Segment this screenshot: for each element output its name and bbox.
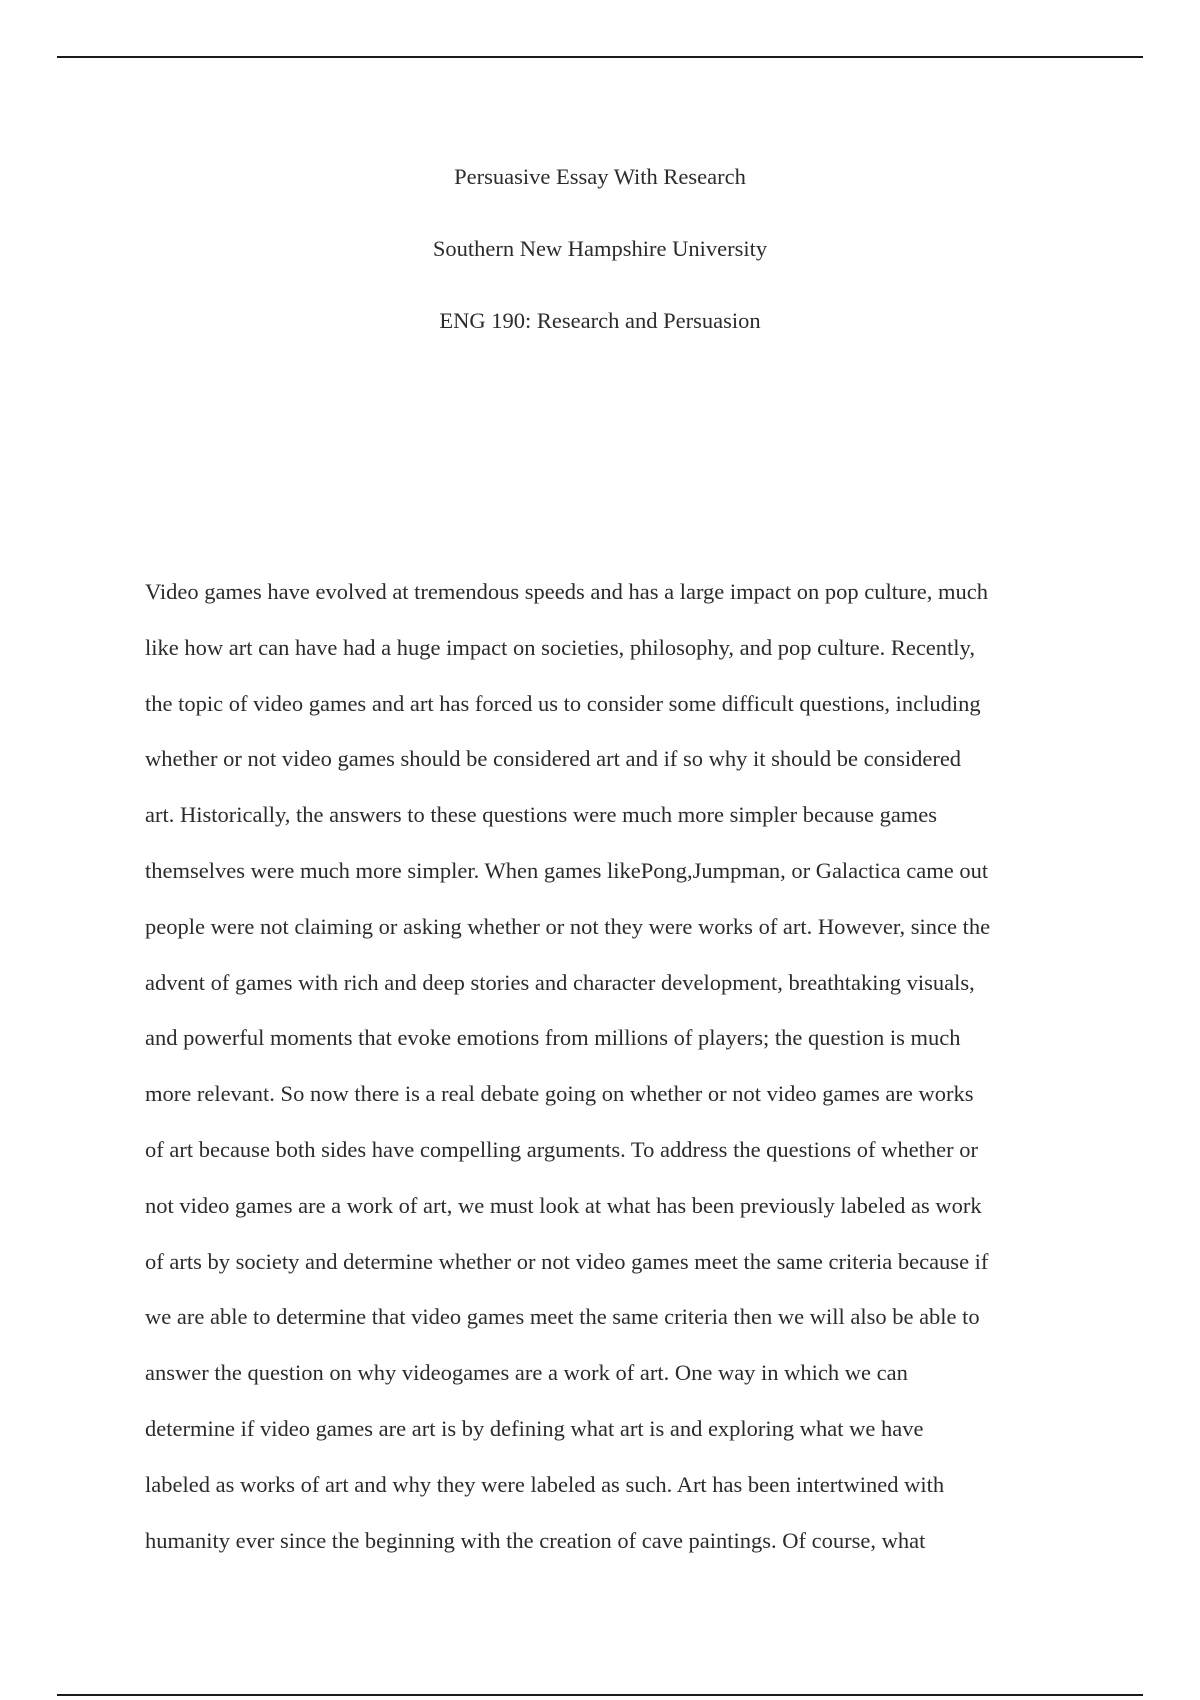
essay-title: Persuasive Essay With Research <box>454 164 746 189</box>
body-line: and powerful moments that evoke emotions from millions of players; the question is much <box>145 1025 961 1051</box>
title-block <box>0 141 1200 357</box>
body-line: whether or not video games should be considered art and if so why it should be considered <box>145 746 962 772</box>
body-line: themselves were much more simpler. When games likePong,Jumpman, or Galactica came out <box>145 857 989 883</box>
body-line: not video games are a work of art, we must look at what has been previously labeled as work <box>145 1192 982 1218</box>
body-line: more relevant. So now there is a real debate going on whether or not video games are works <box>145 1081 974 1107</box>
body-line: advent of games with rich and deep stories and character development, breathtaking visuals, <box>145 969 975 995</box>
body-line: answer the question on why videogames are a work of art. One way in which we can <box>145 1360 908 1386</box>
body-line: people were not claiming or asking whether or not they were works of art. However, since the <box>145 913 991 939</box>
body-line: Video games have evolved at tremendous speeds and has a large impact on pop culture, much <box>145 579 988 604</box>
header-rule <box>57 56 1143 58</box>
body-line: of art because both sides have compelling arguments. To address the questions of whether or <box>145 1136 979 1162</box>
body-line: determine if video games are art is by defining what art is and exploring what we have <box>145 1415 924 1441</box>
body-line: labeled as works of art and why they were labeled as such. Art has been intertwined with <box>145 1471 945 1497</box>
footer-rule <box>57 1694 1143 1696</box>
essay-body <box>145 564 1075 1568</box>
body-line: art. Historically, the answers to these questions were much more simpler because games <box>145 802 938 828</box>
institution-name: Southern New Hampshire University <box>432 236 768 261</box>
body-line: humanity ever since the beginning with the creation of cave paintings. Of course, what <box>145 1527 926 1553</box>
body-line: we are able to determine that video games meet the same criteria then we will also be able to <box>145 1304 980 1330</box>
body-line: the topic of video games and art has forced us to consider some difficult questions, including <box>145 690 981 716</box>
course-name: ENG 190: Research and Persuasion <box>439 308 761 333</box>
body-line: of arts by society and determine whether or not video games meet the same criteria because if <box>145 1248 989 1274</box>
body-line: like how art can have had a huge impact on societies, philosophy, and pop culture. Recently, <box>145 634 975 660</box>
